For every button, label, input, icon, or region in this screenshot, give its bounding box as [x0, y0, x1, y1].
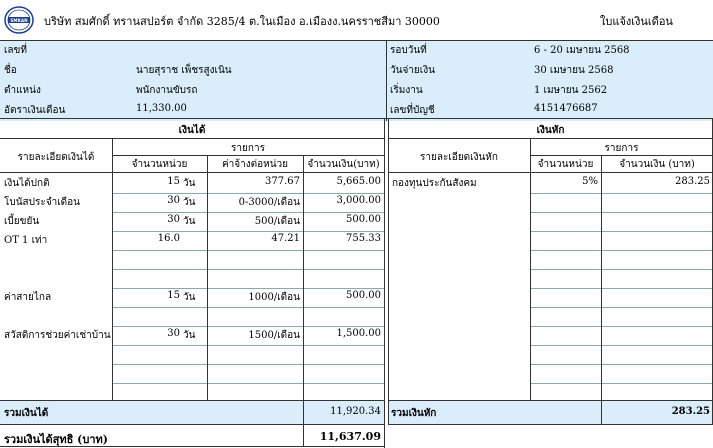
- account-value: 4151476687: [534, 103, 598, 114]
- income-total-label: รวมเงินได้: [4, 408, 49, 419]
- income-rate: 500/เดือน: [254, 216, 300, 227]
- income-total-value: 11,920.34: [330, 406, 381, 417]
- info-row: [0, 81, 713, 101]
- income-label: สวัสดิการช่วยค่าเช่าบ้าน: [4, 330, 111, 341]
- income-rate: 1000/เดือน: [248, 292, 300, 303]
- income-col-units: จำนวนหน่วย: [131, 159, 188, 170]
- pay-date-value: 30 เมษายน 2568: [534, 65, 614, 76]
- income-unit_label: วัน: [183, 330, 196, 341]
- deduction-total-label: รวมเงินหัก: [391, 408, 437, 419]
- position-value: พนักงานขับรถ: [136, 85, 198, 96]
- net-income-label: รวมเงินได้สุทธิ (บาท): [4, 433, 108, 446]
- position-label: ตำแหน่ง: [4, 85, 41, 96]
- pay-date-label: วันจ่ายเงิน: [390, 65, 435, 76]
- income-label: โบนัสประจำเดือน: [4, 197, 80, 208]
- salary-value: 11,330.00: [136, 103, 187, 114]
- income-amount: 3,000.00: [336, 195, 381, 206]
- income-amount: 5,665.00: [336, 176, 381, 187]
- deduction-total-value: 283.25: [671, 406, 710, 417]
- deduction-amount: 283.25: [675, 176, 710, 187]
- info-row: [0, 41, 713, 61]
- start-date-label: เริ่มงาน: [390, 85, 423, 96]
- income-units: 15: [167, 176, 180, 187]
- name-label: ชื่อ: [4, 65, 17, 76]
- income-label: เงินได้ปกติ: [4, 178, 50, 189]
- income-unit_label: วัน: [183, 178, 196, 189]
- income-amount: 500.00: [346, 214, 381, 225]
- start-date-value: 1 เมษายน 2562: [534, 85, 608, 96]
- deduction-units: 5%: [582, 176, 598, 187]
- income-unit_label: วัน: [183, 292, 196, 303]
- logo-text: SMKAN: [10, 18, 28, 23]
- income-units: 15: [167, 290, 180, 301]
- income-label: OT 1 เท่า: [4, 235, 48, 246]
- income-amount: 1,500.00: [336, 328, 381, 339]
- income-amount: 755.33: [346, 233, 381, 244]
- income-rate: 1500/เดือน: [248, 330, 300, 341]
- income-col-rate: ค่าจ้างต่อหน่วย: [221, 159, 289, 170]
- net-income-value: 11,637.09: [319, 430, 381, 443]
- income-section-title: เงินได้: [178, 125, 206, 136]
- income-col-group: รายการ: [231, 143, 265, 154]
- company-name: บริษัท สมศักดิ์ ทรานสปอร์ต จำกัด 3285/4 ต.ในเมือง อ.เมืองง.นครราชสีมา 30000: [44, 15, 440, 28]
- employee-info-block: [0, 40, 713, 121]
- deduction-col-detail: รายละเอียดเงินหัก: [420, 152, 498, 163]
- income-col-amount: จำนวนเงิน(บาท): [307, 159, 380, 170]
- period-label: รอบวันที่: [390, 45, 427, 56]
- income-rate: 0-3000/เดือน: [238, 197, 300, 208]
- name-value: นายสุราช เพ็ชรสูงเนิน: [136, 65, 232, 76]
- document-title: ใบแจ้งเงินเดือน: [600, 15, 673, 28]
- income-units: 16.0: [157, 233, 180, 244]
- info-row: [0, 61, 713, 81]
- account-label: เลขที่บัญชี: [390, 105, 435, 116]
- deduction-section-title: เงินหัก: [536, 125, 565, 136]
- income-col-detail: รายละเอียดเงินได้: [17, 152, 95, 163]
- deduction-col-units: จำนวนหน่วย: [537, 159, 594, 170]
- income-rate: 47.21: [271, 233, 300, 244]
- income-amount: 500.00: [346, 290, 381, 301]
- salary-label: อัตราเงินเดือน: [4, 105, 66, 116]
- income-units: 30: [167, 328, 180, 339]
- doc-number-label: เลขที่: [4, 45, 27, 56]
- income-units: 30: [167, 195, 180, 206]
- deduction-col-amount: จำนวนเงิน (บาท): [619, 159, 695, 170]
- income-label: ค่าสายไกล: [4, 292, 52, 303]
- income-units: 30: [167, 214, 180, 225]
- period-value: 6 - 20 เมษายน 2568: [534, 45, 630, 56]
- company-logo: [4, 6, 34, 34]
- deduction-col-group: รายการ: [604, 143, 639, 154]
- income-unit_label: วัน: [183, 197, 196, 208]
- income-unit_label: วัน: [183, 216, 196, 227]
- income-label: เบี้ยขยัน: [4, 216, 40, 227]
- deduction-label: กองทุนประกันสังคม: [392, 178, 477, 189]
- income-rate: 377.67: [265, 176, 300, 187]
